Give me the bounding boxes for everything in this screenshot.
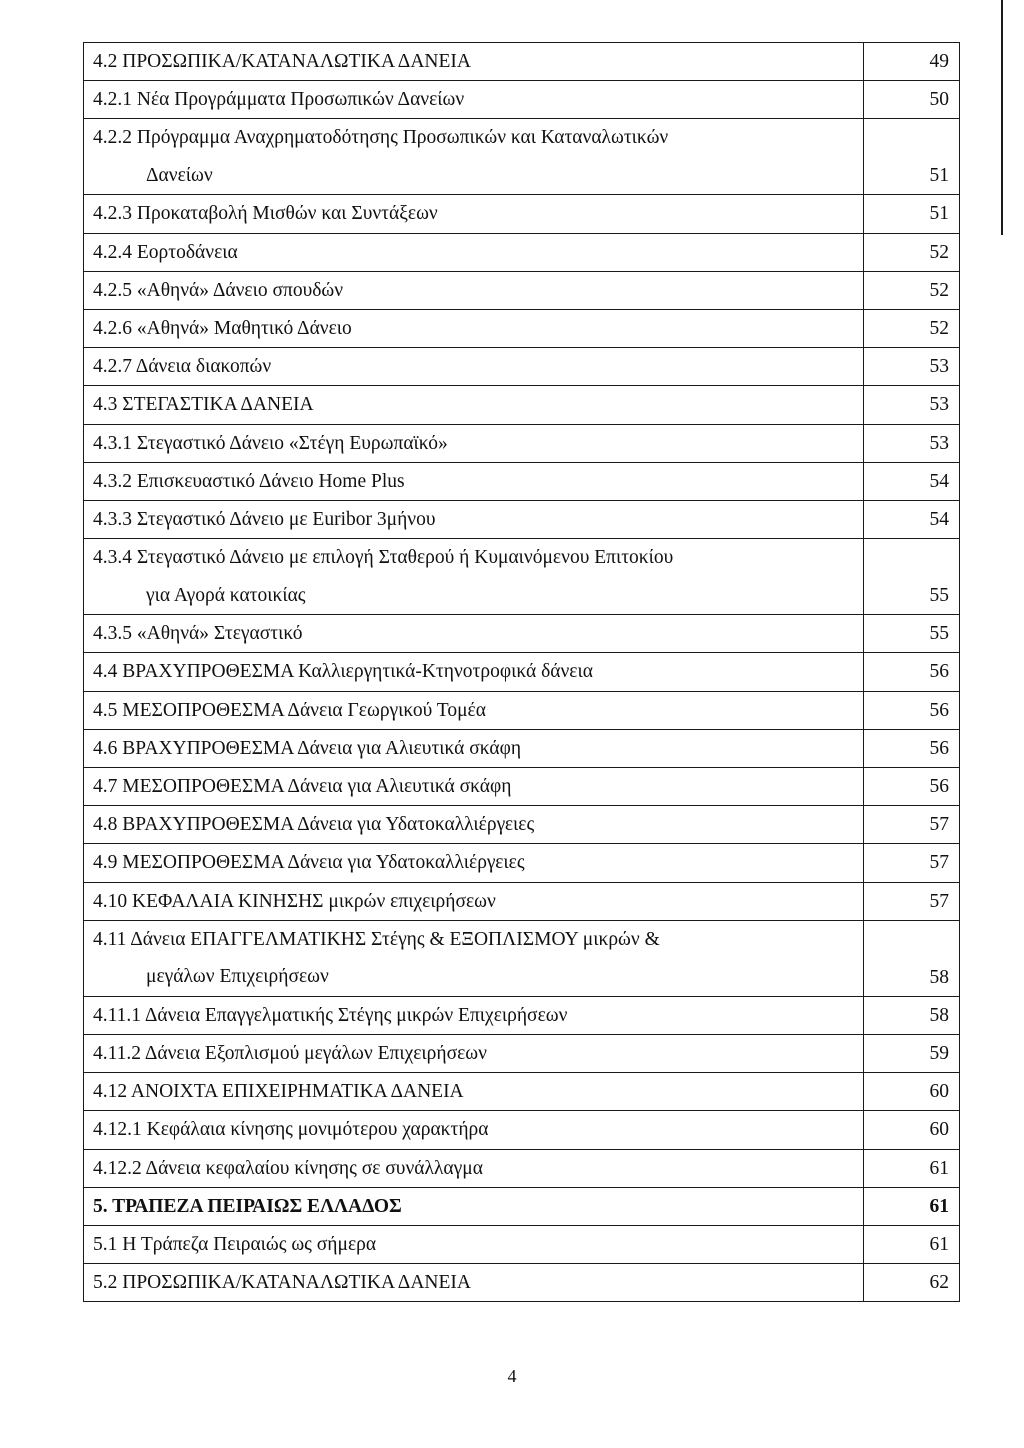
table-row <box>84 615 960 653</box>
table-of-contents <box>83 42 960 1302</box>
toc-entry-page: 59 <box>864 1035 960 1073</box>
table-row <box>84 81 960 119</box>
toc-entry-page: 60 <box>864 1111 960 1149</box>
toc-entry-page: 56 <box>864 653 960 691</box>
table-row <box>84 1073 960 1111</box>
toc-entry-page: 49 <box>864 43 960 81</box>
toc-entry-page: 56 <box>864 729 960 767</box>
toc-entry-title-continued: μεγάλων Επιχειρήσεων <box>146 966 329 988</box>
table-row <box>84 424 960 462</box>
toc-entry-page: 57 <box>864 806 960 844</box>
table-row <box>84 1035 960 1073</box>
toc-entry-title: 4.6 ΒΡΑΧΥΠΡΟΘΕΣΜΑ Δάνεια για Αλιευτικά σκάφη <box>84 729 864 767</box>
table-row <box>84 1226 960 1264</box>
toc-entry-page: 57 <box>864 882 960 920</box>
toc-entry-page: 55 <box>864 539 960 615</box>
page-edge-line <box>1001 0 1003 235</box>
toc-entry-page: 61 <box>864 1187 960 1225</box>
toc-entry-page: 53 <box>864 386 960 424</box>
table-row <box>84 386 960 424</box>
table-row <box>84 729 960 767</box>
table-row <box>84 271 960 309</box>
table-row <box>84 195 960 233</box>
toc-entry-title: 4.2 ΠΡΟΣΩΠΙΚΑ/ΚΑΤΑΝΑΛΩΤΙΚΑ ΔΑΝΕΙΑ <box>84 43 864 81</box>
toc-entry-title-cell <box>84 119 864 195</box>
table-row <box>84 348 960 386</box>
toc-entry-page: 61 <box>864 1149 960 1187</box>
toc-entry-page: 58 <box>864 920 960 996</box>
toc-entry-page: 61 <box>864 1226 960 1264</box>
toc-entry-page: 54 <box>864 501 960 539</box>
toc-entry-title: 4.2.7 Δάνεια διακοπών <box>84 348 864 386</box>
toc-entry-page: 52 <box>864 271 960 309</box>
toc-entry-page: 53 <box>864 424 960 462</box>
table-row <box>84 43 960 81</box>
toc-entry-title: 5. ΤΡΑΠΕΖΑ ΠΕΙΡΑΙΩΣ ΕΛΛΑΔΟΣ <box>84 1187 864 1225</box>
toc-entry-title: 4.3.5 «Αθηνά» Στεγαστικό <box>84 615 864 653</box>
toc-entry-page: 50 <box>864 81 960 119</box>
toc-entry-title: 4.5 ΜΕΣΟΠΡΟΘΕΣΜΑ Δάνεια Γεωργικού Τομέα <box>84 691 864 729</box>
toc-entry-title: 4.2.1 Νέα Προγράμματα Προσωπικών Δανείων <box>84 81 864 119</box>
table-row <box>84 691 960 729</box>
toc-entry-page: 57 <box>864 844 960 882</box>
toc-entry-title-cell <box>84 539 864 615</box>
toc-entry-title: 4.3.1 Στεγαστικό Δάνειο «Στέγη Ευρωπαϊκό» <box>84 424 864 462</box>
toc-entry-page: 52 <box>864 310 960 348</box>
toc-entry-page: 52 <box>864 233 960 271</box>
toc-entry-title: 4.2.2 Πρόγραμμα Αναχρηματοδότησης Προσωπικών και Καταναλωτικών <box>93 127 669 149</box>
toc-entry-page: 56 <box>864 691 960 729</box>
toc-entry-title: 4.11.2 Δάνεια Εξοπλισμού μεγάλων Επιχειρήσεων <box>84 1035 864 1073</box>
toc-entry-title: 4.11.1 Δάνεια Επαγγελματικής Στέγης μικρών Επιχειρήσεων <box>84 996 864 1034</box>
table-row <box>84 1111 960 1149</box>
toc-entry-title: 4.3.2 Επισκευαστικό Δάνειο Home Plus <box>84 462 864 500</box>
toc-entry-title: 4.7 ΜΕΣΟΠΡΟΘΕΣΜΑ Δάνεια για Αλιευτικά σκάφη <box>84 768 864 806</box>
table-row <box>84 1187 960 1225</box>
toc-entry-title: 4.2.4 Εορτοδάνεια <box>84 233 864 271</box>
table-row <box>84 501 960 539</box>
table-row <box>84 310 960 348</box>
toc-entry-page: 51 <box>864 195 960 233</box>
toc-entry-title: 5.2 ΠΡΟΣΩΠΙΚΑ/ΚΑΤΑΝΑΛΩΤΙΚΑ ΔΑΝΕΙΑ <box>84 1264 864 1302</box>
toc-entry-title: 4.3.4 Στεγαστικό Δάνειο με επιλογή Σταθερού ή Κυμαινόμενου Επιτοκίου <box>93 547 674 569</box>
table-row <box>84 1149 960 1187</box>
toc-entry-page: 53 <box>864 348 960 386</box>
toc-entry-title-continued: Δανείων <box>146 164 213 186</box>
toc-entry-page: 60 <box>864 1073 960 1111</box>
toc-entry-title-continued: για Αγορά κατοικίας <box>146 584 306 606</box>
toc-entry-title: 5.1 Η Τράπεζα Πειραιώς ως σήμερα <box>84 1226 864 1264</box>
table-row <box>84 233 960 271</box>
table-row <box>84 539 960 615</box>
table-row <box>84 119 960 195</box>
table-row <box>84 768 960 806</box>
toc-entry-title: 4.2.3 Προκαταβολή Μισθών και Συντάξεων <box>84 195 864 233</box>
toc-entry-title-cell <box>84 920 864 996</box>
page-number: 4 <box>507 1366 517 1386</box>
toc-entry-page: 54 <box>864 462 960 500</box>
toc-entry-title: 4.9 ΜΕΣΟΠΡΟΘΕΣΜΑ Δάνεια για Υδατοκαλλιέργειες <box>84 844 864 882</box>
table-row <box>84 882 960 920</box>
table-row <box>84 996 960 1034</box>
table-row <box>84 653 960 691</box>
toc-entry-title: 4.12.1 Κεφάλαια κίνησης μονιμότερου χαρακτήρα <box>84 1111 864 1149</box>
toc-entry-page: 51 <box>864 119 960 195</box>
toc-body <box>84 43 960 1302</box>
toc-entry-title: 4.2.5 «Αθηνά» Δάνειο σπουδών <box>84 271 864 309</box>
table-row <box>84 806 960 844</box>
toc-entry-page: 58 <box>864 996 960 1034</box>
table-row <box>84 1264 960 1302</box>
toc-entry-title: 4.2.6 «Αθηνά» Μαθητικό Δάνειο <box>84 310 864 348</box>
toc-entry-title: 4.3.3 Στεγαστικό Δάνειο με Euribor 3μήνου <box>84 501 864 539</box>
toc-entry-page: 62 <box>864 1264 960 1302</box>
toc-entry-title: 4.3 ΣΤΕΓΑΣΤΙΚΑ ΔΑΝΕΙΑ <box>84 386 864 424</box>
toc-entry-page: 55 <box>864 615 960 653</box>
table-row <box>84 462 960 500</box>
toc-entry-title: 4.12 ΑΝΟΙΧΤΑ ΕΠΙΧΕΙΡΗΜΑΤΙΚΑ ΔΑΝΕΙΑ <box>84 1073 864 1111</box>
toc-entry-title: 4.4 ΒΡΑΧΥΠΡΟΘΕΣΜΑ Καλλιεργητικά-Κτηνοτροφικά δάνεια <box>84 653 864 691</box>
toc-entry-title: 4.8 ΒΡΑΧΥΠΡΟΘΕΣΜΑ Δάνεια για Υδατοκαλλιέργειες <box>84 806 864 844</box>
toc-entry-page: 56 <box>864 768 960 806</box>
toc-entry-title: 4.10 ΚΕΦΑΛΑΙΑ ΚΙΝΗΣΗΣ μικρών επιχειρήσεων <box>84 882 864 920</box>
table-row <box>84 920 960 996</box>
table-row <box>84 844 960 882</box>
toc-entry-title: 4.12.2 Δάνεια κεφαλαίου κίνησης σε συνάλλαγμα <box>84 1149 864 1187</box>
toc-entry-title: 4.11 Δάνεια ΕΠΑΓΓΕΛΜΑΤΙΚΗΣ Στέγης & ΕΞΟΠΛΙΣΜΟΥ μικρών & <box>93 928 660 950</box>
